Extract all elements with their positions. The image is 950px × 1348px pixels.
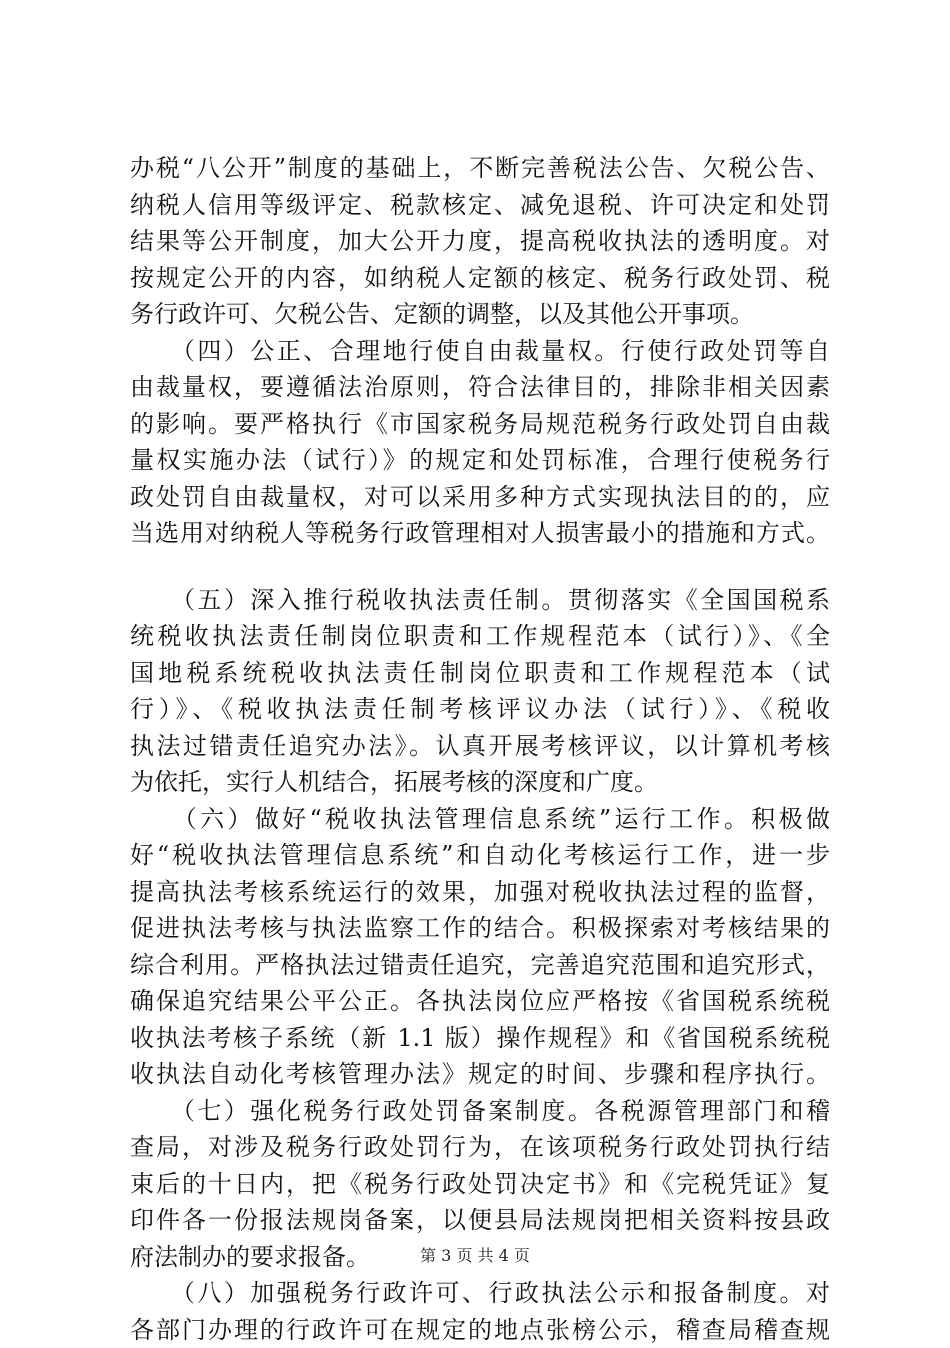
text-line: 量权实施办法（试行）》的规定和处罚标准，合理行使税务行 [130, 442, 830, 479]
text-line: （七）强化税务行政处罚备案制度。各税源管理部门和稽 [130, 1093, 830, 1130]
text-line: （六）做好“税收执法管理信息系统”运行工作。积极做 [130, 801, 830, 838]
paragraph-block-2 [130, 582, 830, 1348]
text-line: 由裁量权，要遵循法治原则，符合法律目的，排除非相关因素 [130, 369, 830, 406]
text-line: 查局，对涉及税务行政处罚行为，在该项税务行政处罚执行结 [130, 1129, 830, 1166]
text-line: 国地税系统税收执法责任制岗位职责和工作规程范本（试 [130, 655, 830, 692]
text-line: （五）深入推行税收执法责任制。贯彻落实《全国国税系 [130, 582, 830, 619]
text-line: 促进执法考核与执法监察工作的结合。积极探索对考核结果的 [130, 910, 830, 947]
text-line: 办税“八公开”制度的基础上，不断完善税法公告、欠税公告、 [130, 150, 830, 187]
text-line: 印件各一份报法规岗备案，以便县局法规岗把相关资料按县政 [130, 1202, 830, 1239]
text-line: 府法制办的要求报备。 [130, 1239, 830, 1276]
text-line: 统税收执法责任制岗位职责和工作规程范本（试行）》、《全 [130, 618, 830, 655]
text-line: （八）加强税务行政许可、行政执法公示和报备制度。对 [130, 1275, 830, 1312]
text-line: （四）公正、合理地行使自由裁量权。行使行政处罚等自 [130, 333, 830, 370]
text-line: 按规定公开的内容，如纳税人定额的核定、税务行政处罚、税 [130, 260, 830, 297]
paragraph-block-1 [130, 150, 830, 552]
text-line: 纳税人信用等级评定、税款核定、减免退税、许可决定和处罚 [130, 187, 830, 224]
text-line: 结果等公开制度，加大公开力度，提高税收执法的透明度。对 [130, 223, 830, 260]
text-line: 务行政许可、欠税公告、定额的调整，以及其他公开事项。 [130, 296, 830, 333]
text-line: 当选用对纳税人等税务行政管理相对人损害最小的措施和方式。 [130, 515, 830, 552]
text-line: 好“税收执法管理信息系统”和自动化考核运行工作，进一步 [130, 837, 830, 874]
text-line: 各部门办理的行政许可在规定的地点张榜公示，稽查局稽查规 [130, 1312, 830, 1348]
text-line: 收执法考核子系统（新 1.1 版）操作规程》和《省国税系统税 [130, 1020, 830, 1057]
paragraph-gap [130, 552, 830, 582]
page-footer: 第 3 页 共 4 页 [0, 1246, 950, 1266]
text-line: 束后的十日内，把《税务行政处罚决定书》和《完税凭证》复 [130, 1166, 830, 1203]
text-line: 综合利用。严格执法过错责任追究，完善追究范围和追究形式， [130, 947, 830, 984]
text-line: 的影响。要严格执行《市国家税务局规范税务行政处罚自由裁 [130, 406, 830, 443]
text-line: 为依托，实行人机结合，拓展考核的深度和广度。 [130, 764, 830, 801]
text-line: 执法过错责任追究办法》。认真开展考核评议，以计算机考核 [130, 728, 830, 765]
document-body [130, 150, 830, 1348]
text-line: 政处罚自由裁量权，对可以采用多种方式实现执法目的的，应 [130, 479, 830, 516]
text-line: 确保追究结果公平公正。各执法岗位应严格按《省国税系统税 [130, 983, 830, 1020]
text-line: 提高执法考核系统运行的效果，加强对税收执法过程的监督， [130, 874, 830, 911]
text-line: 行）》、《税收执法责任制考核评议办法（试行）》、《税收 [130, 691, 830, 728]
text-line: 收执法自动化考核管理办法》规定的时间、步骤和程序执行。 [130, 1056, 830, 1093]
